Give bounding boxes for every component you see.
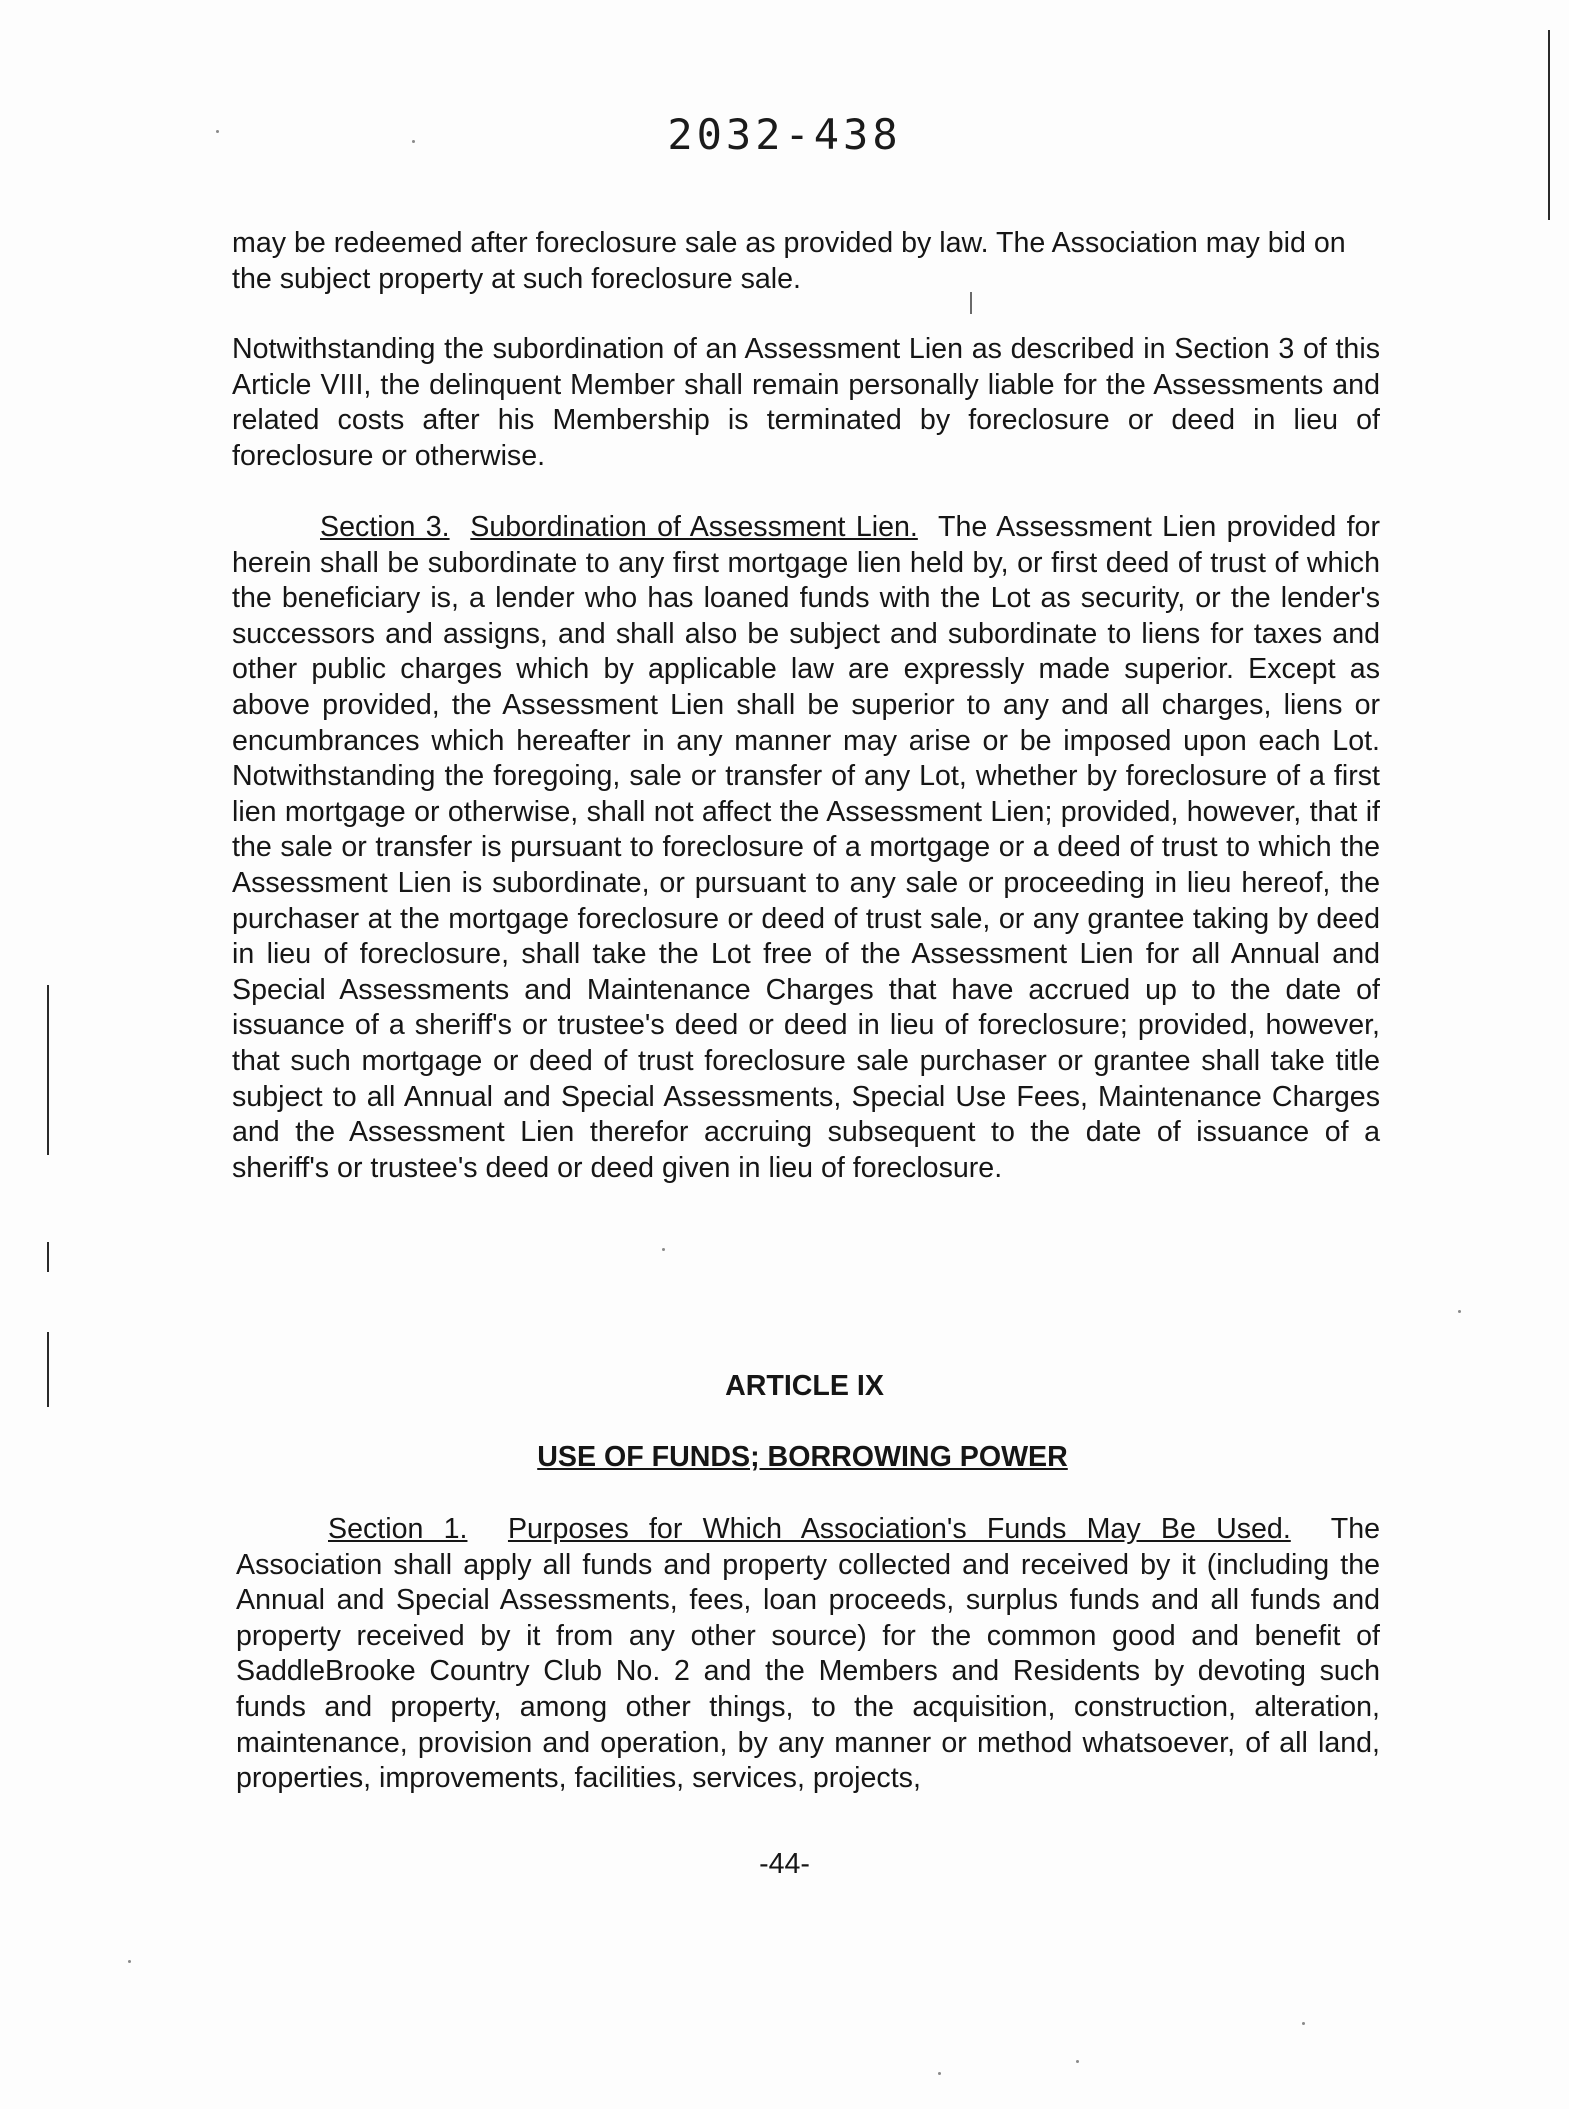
section-1-title: Purposes for Which Association's Funds May Be Used.: [507, 1513, 1291, 1545]
scan-dot: [412, 140, 415, 143]
section-1-number: Section 1.: [328, 1513, 468, 1545]
scan-dot: [216, 130, 219, 133]
paragraph-personal-liability: Notwithstanding the subordination of an Assessment Lien as described in Section 3 of this Article VIII, the delinquent Member shall remain personally liable for the Assessments and related costs after his Membership is terminated by foreclosure or deed in lieu of foreclosure or otherwise.: [232, 333, 1380, 472]
scan-dot: [938, 2072, 941, 2075]
section-3-title: Subordination of Assessment Lien.: [470, 511, 918, 543]
scan-dot: [1076, 2060, 1079, 2063]
article-subheading: USE OF FUNDS; BORROWING POWER: [537, 1441, 1068, 1473]
section-3-number: Section 3.: [320, 511, 450, 543]
scan-mark-left-2: [47, 1242, 49, 1272]
article-heading: ARTICLE IX: [725, 1370, 884, 1402]
paragraph-redemption: may be redeemed after foreclosure sale as provided by law. The Association may bid on the subject property at such foreclosure sale.: [232, 227, 1346, 295]
recording-number: 2032-438: [667, 110, 902, 159]
scan-dot: [1458, 1310, 1461, 1313]
scan-mark-left-1: [47, 985, 49, 1155]
section-3-text: The Assessment Lien provided for herein shall be subordinate to any first mortgage lien held by, or first deed of trust of which the beneficiary is, a lender who has loaned funds with the Lot as security, or the lender's successors and assigns, and shall also be subject and subordinate to liens for taxes and other public charges which by applicable law are expressly made superior. Except as above provided, the Assessment Lien shall be superior to any and all charges, liens or encumbrances which hereafter in any manner may arise or be imposed upon each Lot. Notwithstanding the foregoing, sale or transfer of any Lot, whether by foreclosure of a first lien mortgage or otherwise, shall not affect the Assessment Lien; provided, however, that if the sale or transfer is pursuant to foreclosure of a mortgage or a deed of trust to which the Assessment Lien is subordinate, or pursuant to any sale or proceeding in lieu hereof, the purchaser at the mortgage foreclosure or deed of trust sale, or any grantee taking by deed in lieu of foreclosure, shall take the Lot free of the Assessment Lien for all Annual and Special Assessments and Maintenance Charges that have accrued up to the date of issuance of a sheriff's or trustee's deed or deed in lieu of foreclosure; provided, however, that such mortgage or deed of trust foreclosure sale purchaser or grantee shall take title subject to all Annual and Special Assessments, Special Use Fees, Maintenance Charges and the Assessment Lien therefor accruing subsequent to the date of issuance of a sheriff's or trustee's deed or deed given in lieu of foreclosure.: [232, 511, 1380, 1184]
scan-mark-left-3: [47, 1332, 49, 1407]
section-3-paragraph: [232, 510, 1380, 1186]
scan-dot: [662, 1248, 665, 1251]
scan-dot: [1302, 2022, 1305, 2025]
scan-mark-center-1: [970, 292, 972, 314]
section-1-text: The Association shall apply all funds and property collected and received by it (including the Annual and Special Assessments, fees, loan proceeds, surplus funds and all funds and property received by it from any other source) for the common good and benefit of SaddleBrooke Country Club No. 2 and the Members and Residents by devoting such funds and property, among other things, to the acquisition, construction, alteration, maintenance, provision and operation, by any manner or method whatsoever, of all land, properties, improvements, facilities, services, projects,: [236, 1513, 1381, 1795]
scan-dot: [128, 1960, 131, 1963]
scan-mark-right-top: [1548, 30, 1550, 220]
section-1-paragraph: [236, 1512, 1380, 1797]
page-number: -44-: [759, 1848, 810, 1880]
